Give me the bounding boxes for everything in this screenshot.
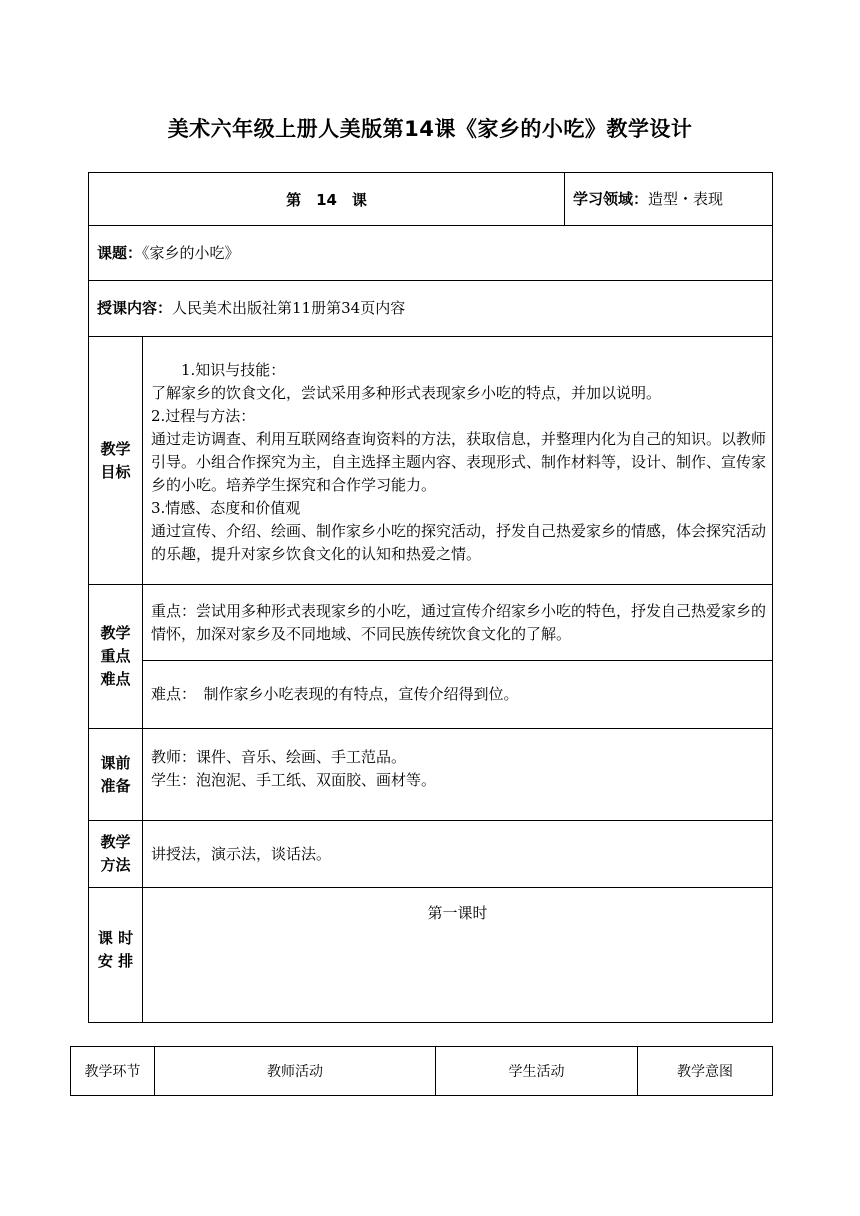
- method-label: [89, 821, 143, 888]
- document-title: 美术六年级上册人美版第14课《家乡的小吃》教学设计: [167, 117, 693, 141]
- lesson-plan-table: [88, 172, 773, 1023]
- lesson-number: 第 14 课: [89, 173, 565, 226]
- column-header-intent: 教学意图: [638, 1047, 773, 1096]
- preparation-label-line-2: 准备: [100, 776, 131, 795]
- schedule-text: 第一课时: [143, 888, 773, 1023]
- column-header-student-activity: 学生活动: [436, 1047, 638, 1096]
- difficulty-text: 难点： 制作家乡小吃表现的有特点，宣传介绍得到位。: [143, 661, 773, 729]
- objectives-label: [89, 337, 143, 585]
- schedule-label-line-2: 安 排: [97, 952, 134, 970]
- column-header-teacher-activity: 教师活动: [155, 1047, 436, 1096]
- topic-cell: [89, 226, 773, 281]
- content-row: [89, 281, 773, 337]
- objective-line: 3.情感、态度和价值观: [151, 499, 301, 517]
- objectives-label-line-1: 教学: [100, 439, 131, 458]
- column-header-stage: 教学环节: [71, 1047, 155, 1096]
- topic-row: [89, 226, 773, 281]
- teaching-process-table: [70, 1046, 773, 1096]
- header-row: [89, 173, 773, 226]
- topic-label: 课题：: [97, 243, 143, 262]
- method-text: 讲授法，演示法，谈话法。: [143, 821, 773, 888]
- keypoints-label-line-3: 难点: [100, 670, 131, 688]
- method-label-line-1: 教学: [100, 833, 131, 851]
- learning-domain: [565, 173, 773, 226]
- keypoints-label-line-1: 教学: [100, 624, 131, 642]
- keypoints-label-line-2: 重点: [100, 647, 131, 665]
- focus-text: 重点：尝试用多种形式表现家乡的小吃，通过宣传介绍家乡小吃的特色，抒发自己热爱家乡的情怀，加深对家乡及不同地域、不同民族传统饮食文化的了解。: [143, 585, 773, 661]
- topic-value: 《家乡的小吃》: [142, 243, 240, 262]
- objectives-text: [143, 337, 773, 585]
- objective-line: 了解家乡的饮食文化，尝试采用多种形式表现家乡小吃的特点，并加以说明。: [151, 384, 662, 402]
- preparation-row: [89, 729, 773, 821]
- preparation-label-line-1: 课前: [100, 753, 131, 772]
- objective-line: 通过宣传、介绍、绘画、制作家乡小吃的探究活动，抒发自己热爱家乡的情感，体会探究活动的乐趣，提升对家乡饮食文化的认知和热爱之情。: [151, 522, 767, 563]
- preparation-student: 学生：泡泡泥、手工纸、双面胶、画材等。: [151, 771, 437, 789]
- schedule-label-line-1: 课 时: [97, 929, 134, 947]
- schedule-row: [89, 888, 773, 1023]
- objectives-row: [89, 337, 773, 585]
- preparation-teacher: 教师：课件、音乐、绘画、手工范品。: [151, 748, 407, 766]
- content-label: 授课内容：: [97, 299, 173, 317]
- content-cell: [89, 281, 773, 337]
- learning-domain-value: 造型・表现: [648, 189, 724, 208]
- difficulty-row: [89, 661, 773, 729]
- method-label-line-2: 方法: [100, 856, 131, 874]
- objective-line: 2.过程与方法：: [151, 407, 256, 425]
- preparation-label: [89, 729, 143, 821]
- objective-line: 通过走访调查、利用互联网络查询资料的方法，获取信息，并整理内化为自己的知识。以教师引导。小组合作探究为主，自主选择主题内容、表现形式、制作材料等，设计、制作、宣传家乡的小吃。培养学生探究和合作学习能力。: [151, 430, 767, 494]
- objective-line: 1.知识与技能：: [151, 361, 286, 379]
- keypoints-label: [89, 585, 143, 729]
- objectives-label-line-2: 目标: [100, 462, 131, 481]
- content-value: 人民美术出版社第11册第34页内容: [172, 299, 406, 317]
- learning-domain-label: 学习领域：: [573, 189, 649, 208]
- focus-row: [89, 585, 773, 661]
- schedule-label: [89, 888, 143, 1023]
- method-row: [89, 821, 773, 888]
- preparation-text: [143, 729, 773, 821]
- process-header-row: [71, 1047, 773, 1096]
